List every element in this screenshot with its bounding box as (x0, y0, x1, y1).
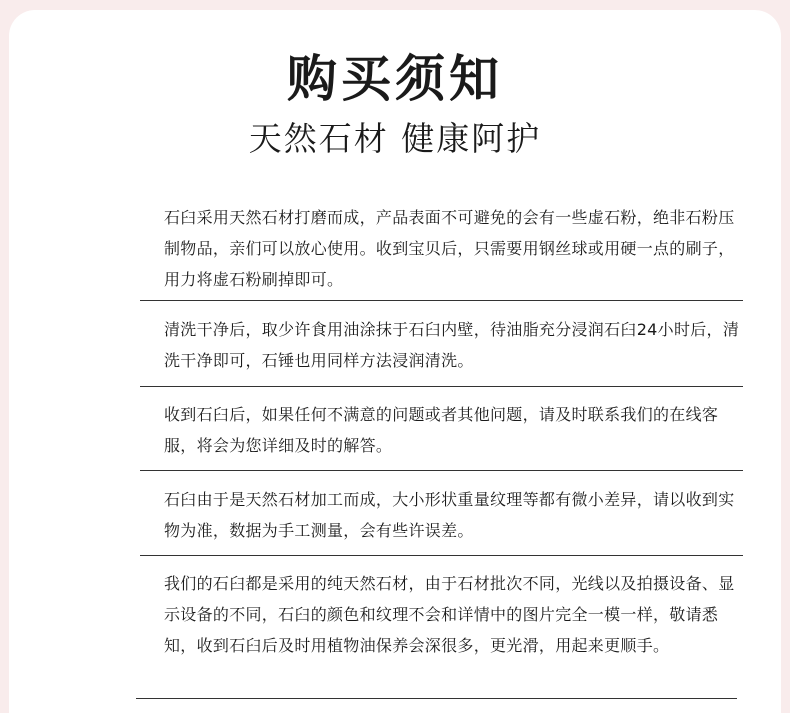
notice-paragraph-4: 石臼由于是天然石材加工而成，大小形状重量纹理等都有微小差异，请以收到实物为准，数据为手工测量，会有些许误差。 (164, 490, 735, 540)
notice-paragraph-5: 我们的石臼都是采用的纯天然石材，由于石材批次不同，光线以及拍摄设备、显示设备的不同，石臼的颜色和纹理不会和详情中的图片完全一模一样，敬请悉知，收到石臼后及时用植物油保养会深很多，更光滑，用起来更顺手。 (164, 574, 735, 655)
notice-paragraph-1: 石臼采用天然石材打磨而成，产品表面不可避免的会有一些虚石粉，绝非石粉压制物品，亲们可以放心使用。收到宝贝后，只需要用钢丝球或用硬一点的刷子，用力将虚石粉刷掉即可。 (164, 208, 735, 289)
divider (140, 386, 743, 387)
divider (140, 300, 743, 301)
page-subtitle: 天然石材 健康阿护 (248, 119, 542, 158)
notice-paragraph-3: 收到石臼后，如果任何不满意的问题或者其他问题，请及时联系我们的在线客服，将会为您详细及时的解答。 (164, 405, 719, 455)
page-title: 购买须知 (287, 50, 503, 108)
divider (140, 555, 743, 556)
divider (136, 698, 737, 699)
divider (140, 470, 743, 471)
notice-paragraph-2: 清洗干净后，取少许食用油涂抹于石臼内壁，待油脂充分浸润石臼24小时后，清洗干净即可，石锤也用同样方法浸润清洗。 (164, 320, 740, 370)
